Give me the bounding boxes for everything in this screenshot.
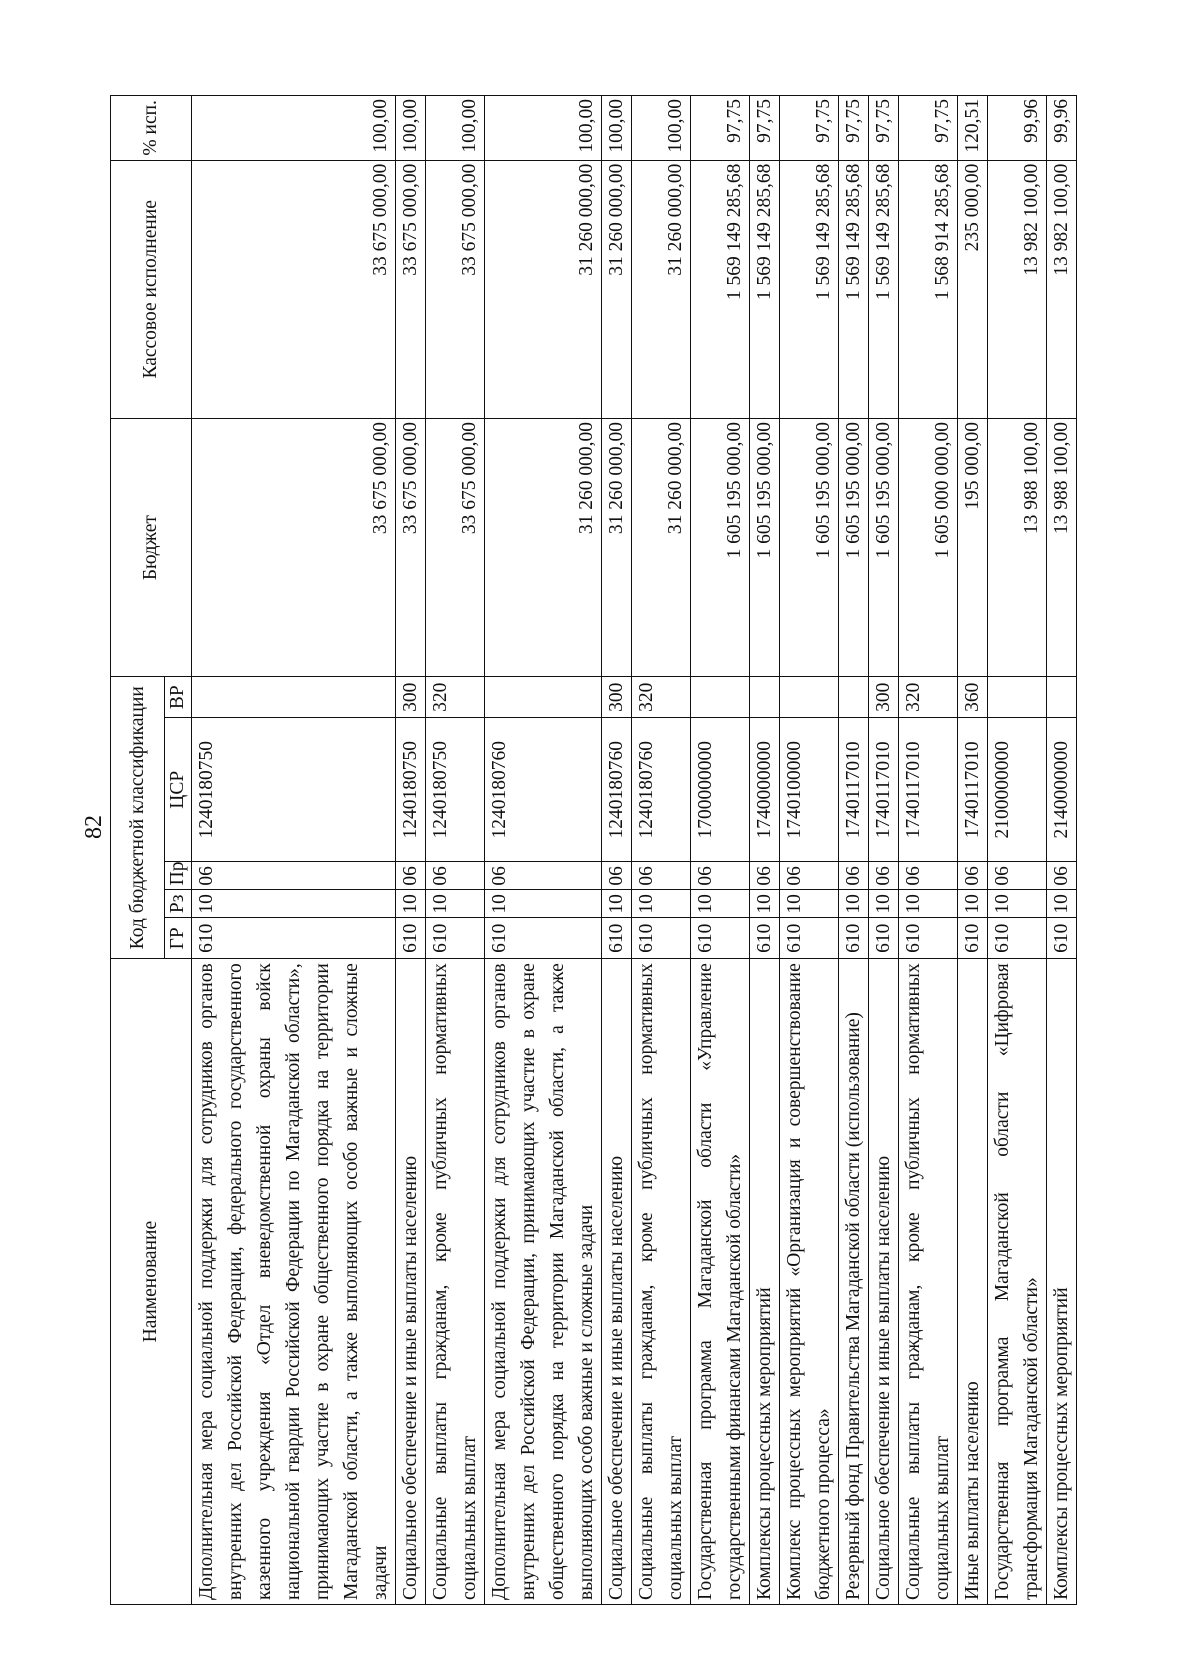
cell-vr: 320 <box>632 677 691 718</box>
table-row <box>396 96 426 1605</box>
cell-vr <box>691 677 750 718</box>
cell-gr: 610 <box>485 918 602 959</box>
cell-rz: 10 <box>988 890 1047 918</box>
table-row <box>691 96 750 1605</box>
cell-gr: 610 <box>192 918 396 959</box>
cell-percent: 100,00 <box>426 96 485 161</box>
cell-pr: 06 <box>602 862 632 890</box>
page-number: 82 <box>81 815 107 839</box>
cell-cash: 235 000,00 <box>958 160 988 418</box>
table-header <box>111 96 192 1605</box>
cell-cash: 1 569 149 285,68 <box>750 160 780 418</box>
cell-budget: 13 988 100,00 <box>1047 418 1077 676</box>
header-cash: Кассовое исполнение <box>111 160 192 418</box>
header-budget: Бюджет <box>111 418 192 676</box>
table-row <box>602 96 632 1605</box>
cell-pr: 06 <box>899 862 958 890</box>
cell-rz: 10 <box>632 890 691 918</box>
cell-gr: 610 <box>750 918 780 959</box>
table-row <box>485 96 602 1605</box>
cell-name: Комплекс процессных мероприятий «Организация и совершенствование бюджетного процесса» <box>780 959 839 1605</box>
cell-rz: 10 <box>839 890 869 918</box>
cell-budget: 1 605 000 000,00 <box>899 418 958 676</box>
cell-vr <box>750 677 780 718</box>
cell-name: Социальное обеспечение и иные выплаты населению <box>602 959 632 1605</box>
cell-pr: 06 <box>988 862 1047 890</box>
cell-budget: 13 988 100,00 <box>988 418 1047 676</box>
header-percent: % исп. <box>111 96 192 161</box>
header-vr: ВР <box>165 677 192 718</box>
cell-budget: 33 675 000,00 <box>426 418 485 676</box>
header-code-group: Код бюджетной классификации <box>111 677 165 959</box>
cell-percent: 100,00 <box>192 96 396 161</box>
table-row <box>632 96 691 1605</box>
cell-cash: 1 569 149 285,68 <box>780 160 839 418</box>
cell-gr: 610 <box>396 918 426 959</box>
cell-gr: 610 <box>780 918 839 959</box>
cell-rz: 10 <box>869 890 899 918</box>
cell-cash: 33 675 000,00 <box>192 160 396 418</box>
cell-percent: 99,96 <box>988 96 1047 161</box>
cell-cash: 31 260 000,00 <box>602 160 632 418</box>
cell-rz: 10 <box>426 890 485 918</box>
cell-rz: 10 <box>396 890 426 918</box>
cell-name: Государственная программа Магаданской области «Управление государственными финансами Магаданской области» <box>691 959 750 1605</box>
cell-cash: 31 260 000,00 <box>485 160 602 418</box>
cell-cash: 1 569 149 285,68 <box>869 160 899 418</box>
cell-name: Иные выплаты населению <box>958 959 988 1605</box>
cell-csr: 1240180760 <box>632 718 691 862</box>
cell-name: Дополнительная мера социальной поддержки для сотрудников органов внутренних дел Российской Федерации, принимающих участие в охране общественного порядка на территории Магаданской области, а также выполняющих особо важные и сложные задачи <box>485 959 602 1605</box>
cell-csr: 1740100000 <box>780 718 839 862</box>
cell-rz: 10 <box>750 890 780 918</box>
table-row <box>1047 96 1077 1605</box>
cell-name: Социальное обеспечение и иные выплаты населению <box>396 959 426 1605</box>
cell-vr: 360 <box>958 677 988 718</box>
cell-csr: 1740000000 <box>750 718 780 862</box>
cell-name: Резервный фонд Правительства Магаданской области (использование) <box>839 959 869 1605</box>
cell-name: Комплексы процессных мероприятий <box>750 959 780 1605</box>
cell-csr: 1700000000 <box>691 718 750 862</box>
cell-name: Социальное обеспечение и иные выплаты населению <box>869 959 899 1605</box>
cell-csr: 1740117010 <box>958 718 988 862</box>
cell-vr <box>780 677 839 718</box>
cell-cash: 13 982 100,00 <box>1047 160 1077 418</box>
cell-rz: 10 <box>485 890 602 918</box>
cell-cash: 31 260 000,00 <box>632 160 691 418</box>
cell-gr: 610 <box>426 918 485 959</box>
table-row <box>192 96 396 1605</box>
cell-budget: 1 605 195 000,00 <box>839 418 869 676</box>
cell-csr: 1240180760 <box>485 718 602 862</box>
cell-percent: 97,75 <box>691 96 750 161</box>
header-gr: ГР <box>165 918 192 959</box>
cell-budget: 33 675 000,00 <box>192 418 396 676</box>
cell-csr: 2140000000 <box>1047 718 1077 862</box>
cell-percent: 99,96 <box>1047 96 1077 161</box>
cell-gr: 610 <box>602 918 632 959</box>
cell-pr: 06 <box>869 862 899 890</box>
cell-percent: 97,75 <box>899 96 958 161</box>
cell-pr: 06 <box>691 862 750 890</box>
cell-vr <box>839 677 869 718</box>
cell-vr: 300 <box>602 677 632 718</box>
cell-csr: 1240180760 <box>602 718 632 862</box>
cell-pr: 06 <box>750 862 780 890</box>
cell-pr: 06 <box>632 862 691 890</box>
table-row <box>958 96 988 1605</box>
budget-table <box>110 95 1077 1605</box>
table-row <box>780 96 839 1605</box>
cell-pr: 06 <box>780 862 839 890</box>
cell-percent: 120,51 <box>958 96 988 161</box>
cell-rz: 10 <box>192 890 396 918</box>
cell-csr: 1740117010 <box>869 718 899 862</box>
cell-budget: 31 260 000,00 <box>602 418 632 676</box>
cell-pr: 06 <box>426 862 485 890</box>
table-row <box>988 96 1047 1605</box>
cell-csr: 1740117010 <box>839 718 869 862</box>
header-csr: ЦСР <box>165 718 192 862</box>
table-row <box>750 96 780 1605</box>
cell-rz: 10 <box>958 890 988 918</box>
cell-percent: 100,00 <box>632 96 691 161</box>
cell-name: Комплексы процессных мероприятий <box>1047 959 1077 1605</box>
cell-csr: 2100000000 <box>988 718 1047 862</box>
cell-pr: 06 <box>396 862 426 890</box>
cell-csr: 1240180750 <box>426 718 485 862</box>
cell-gr: 610 <box>1047 918 1077 959</box>
table-row <box>869 96 899 1605</box>
header-rz: Рз <box>165 890 192 918</box>
cell-pr: 06 <box>839 862 869 890</box>
cell-vr: 320 <box>426 677 485 718</box>
cell-name: Социальные выплаты гражданам, кроме публичных нормативных социальных выплат <box>426 959 485 1605</box>
cell-percent: 100,00 <box>602 96 632 161</box>
cell-pr: 06 <box>958 862 988 890</box>
cell-rz: 10 <box>1047 890 1077 918</box>
cell-rz: 10 <box>780 890 839 918</box>
header-pr: Пр <box>165 862 192 890</box>
table-body <box>192 96 1077 1605</box>
table-row <box>899 96 958 1605</box>
cell-cash: 1 569 149 285,68 <box>691 160 750 418</box>
cell-gr: 610 <box>899 918 958 959</box>
cell-cash: 1 569 149 285,68 <box>839 160 869 418</box>
rotated-page-content <box>110 95 1072 1605</box>
cell-budget: 1 605 195 000,00 <box>780 418 839 676</box>
cell-budget: 195 000,00 <box>958 418 988 676</box>
cell-vr: 320 <box>899 677 958 718</box>
cell-gr: 610 <box>988 918 1047 959</box>
cell-percent: 97,75 <box>869 96 899 161</box>
cell-percent: 100,00 <box>396 96 426 161</box>
cell-vr <box>485 677 602 718</box>
cell-percent: 97,75 <box>780 96 839 161</box>
cell-cash: 33 675 000,00 <box>426 160 485 418</box>
cell-csr: 1240180750 <box>192 718 396 862</box>
cell-budget: 31 260 000,00 <box>485 418 602 676</box>
table-row <box>839 96 869 1605</box>
cell-vr <box>1047 677 1077 718</box>
cell-gr: 610 <box>869 918 899 959</box>
cell-cash: 13 982 100,00 <box>988 160 1047 418</box>
cell-rz: 10 <box>691 890 750 918</box>
cell-percent: 97,75 <box>839 96 869 161</box>
cell-gr: 610 <box>632 918 691 959</box>
cell-gr: 610 <box>691 918 750 959</box>
cell-cash: 33 675 000,00 <box>396 160 426 418</box>
cell-rz: 10 <box>899 890 958 918</box>
cell-budget: 33 675 000,00 <box>396 418 426 676</box>
cell-csr: 1240180750 <box>396 718 426 862</box>
cell-percent: 97,75 <box>750 96 780 161</box>
cell-budget: 1 605 195 000,00 <box>869 418 899 676</box>
cell-name: Социальные выплаты гражданам, кроме публичных нормативных социальных выплат <box>632 959 691 1605</box>
cell-pr: 06 <box>192 862 396 890</box>
cell-gr: 610 <box>958 918 988 959</box>
table-row <box>426 96 485 1605</box>
cell-percent: 100,00 <box>485 96 602 161</box>
cell-vr: 300 <box>396 677 426 718</box>
header-name: Наименование <box>111 959 192 1605</box>
cell-rz: 10 <box>602 890 632 918</box>
cell-pr: 06 <box>1047 862 1077 890</box>
cell-budget: 31 260 000,00 <box>632 418 691 676</box>
cell-vr <box>192 677 396 718</box>
cell-name: Социальные выплаты гражданам, кроме публичных нормативных социальных выплат <box>899 959 958 1605</box>
cell-vr: 300 <box>869 677 899 718</box>
cell-gr: 610 <box>839 918 869 959</box>
cell-cash: 1 568 914 285,68 <box>899 160 958 418</box>
cell-budget: 1 605 195 000,00 <box>691 418 750 676</box>
cell-name: Дополнительная мера социальной поддержки для сотрудников органов внутренних дел Российской Федерации, федерального государственного казенного учреждения «Отдел вневедомственной охраны войск национальной гвардии Российской Федерации по Магаданской области», принимающих участие в охране общественного порядка на территории Магаданской области, а также выполняющих особо важные и сложные задачи <box>192 959 396 1605</box>
cell-budget: 1 605 195 000,00 <box>750 418 780 676</box>
cell-csr: 1740117010 <box>899 718 958 862</box>
cell-pr: 06 <box>485 862 602 890</box>
cell-vr <box>988 677 1047 718</box>
cell-name: Государственная программа Магаданской области «Цифровая трансформация Магаданской области» <box>988 959 1047 1605</box>
